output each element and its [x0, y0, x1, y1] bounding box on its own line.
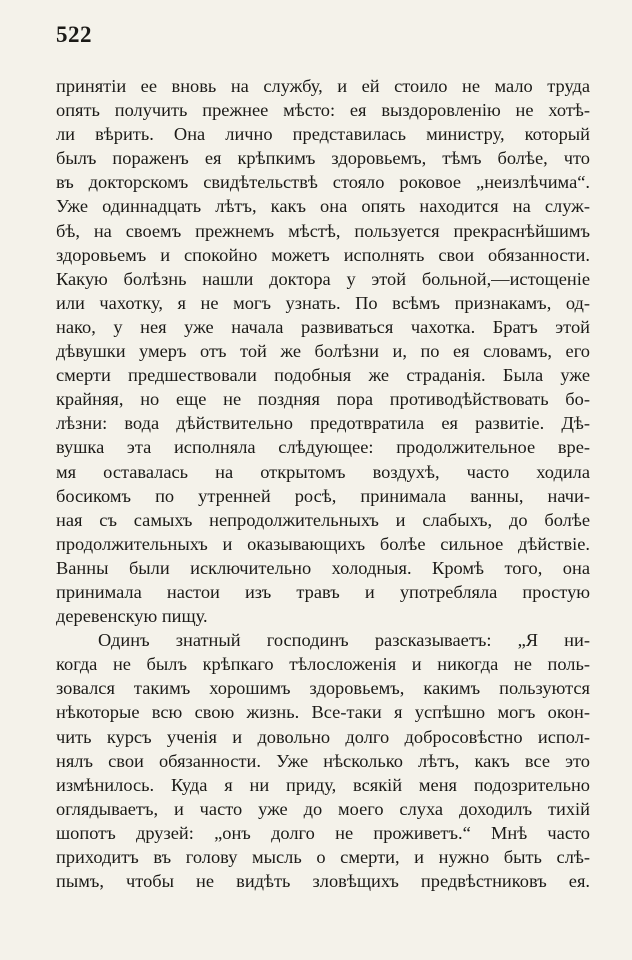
text-line: въ докторскомъ свидѣтельствѣ стояло роковое „неизлѣчима“.: [56, 172, 590, 193]
text-line: ная съ самыхъ непродолжительныхъ и слабыхъ, до болѣе: [56, 509, 590, 530]
text-line: Одинъ знатный господинъ разсказываетъ: „Я ни-: [98, 630, 590, 651]
text-line: дѣвушки умеръ отъ той же болѣзни и, по ея словамъ, его: [56, 341, 590, 362]
text-line: деревенскую пищу.: [56, 606, 208, 627]
text-line: босикомъ по утренней росѣ, принимала ванны, начи-: [56, 485, 590, 506]
text-line: оглядываетъ, и часто уже до моего слуха доходилъ тихій: [56, 798, 590, 819]
text-line: продолжительныхъ и оказывающихъ болѣе сильное дѣйствіе.: [56, 533, 590, 554]
text-line: Уже одиннадцать лѣтъ, какъ она опять находится на служ-: [56, 196, 590, 217]
text-line: чить курсъ ученія и довольно долго добросовѣстно испол-: [56, 726, 590, 747]
text-line: былъ пораженъ ея крѣпкимъ здоровьемъ, тѣмъ болѣе, что: [56, 148, 590, 169]
text-line: измѣнилось. Куда я ни приду, всякій меня подозрительно: [56, 774, 590, 795]
text-line: нялъ свои обязанности. Уже нѣсколько лѣтъ, какъ все это: [56, 750, 590, 771]
text-line: когда не былъ крѣпкаго тѣлосложенія и никогда не поль-: [56, 654, 590, 675]
text-line: ли вѣрить. Она лично представилась министру, который: [56, 124, 590, 145]
text-line: Какую болѣзнь нашли доктора у этой больной,—истощеніе: [56, 268, 590, 289]
text-line: приходитъ въ голову мысль о смерти, и нужно быть слѣ-: [56, 847, 590, 867]
text-line: зовался такимъ хорошимъ здоровьемъ, какимъ пользуются: [56, 678, 590, 699]
text-line: нако, у нея уже начала развиваться чахотка. Братъ этой: [56, 316, 590, 337]
text-line: шопотъ друзей: „онъ долго не проживетъ.“ Мнѣ часто: [56, 822, 590, 843]
text-line: или чахотку, я не могъ узнать. По всѣмъ признакамъ, од-: [56, 292, 590, 313]
text-line: принимала настои изъ травъ и употребляла простую: [56, 581, 590, 602]
text-line: Ванны были исключительно холодныя. Кромѣ того, она: [56, 557, 590, 578]
text-line: мя оставалась на открытомъ воздухѣ, часто ходила: [56, 461, 590, 482]
text-line: нѣкоторые всю свою жизнь. Все-таки я успѣшно могъ окон-: [56, 702, 590, 723]
text-line: пымъ, чтобы не видѣть зловѣщихъ предвѣстниковъ ея.: [56, 871, 590, 892]
text-line: принятіи ее вновь на службу, и ей стоило не мало труда: [56, 76, 590, 96]
text-line: смерти предшествовали подобныя же страданія. Была уже: [56, 365, 590, 386]
text-line: крайняя, но еще не поздняя пора противодѣйствовать бо-: [56, 389, 590, 410]
page-number: 522: [56, 22, 92, 47]
text-line: лѣзни: вода дѣйствительно предотвратила ея развитіе. Дѣ-: [56, 413, 590, 434]
text-line: опять получить прежнее мѣсто: ея выздоровленію не хотѣ-: [56, 100, 590, 121]
text-line: здоровьемъ и спокойно можетъ исполнять свои обязанности.: [56, 244, 590, 265]
body-text: [56, 74, 590, 893]
text-line: бѣ, на своемъ прежнемъ мѣстѣ, пользуется прекраснѣйшимъ: [56, 220, 590, 241]
text-line: вушка эта исполняла слѣдующее: продолжительное вре-: [56, 437, 590, 458]
